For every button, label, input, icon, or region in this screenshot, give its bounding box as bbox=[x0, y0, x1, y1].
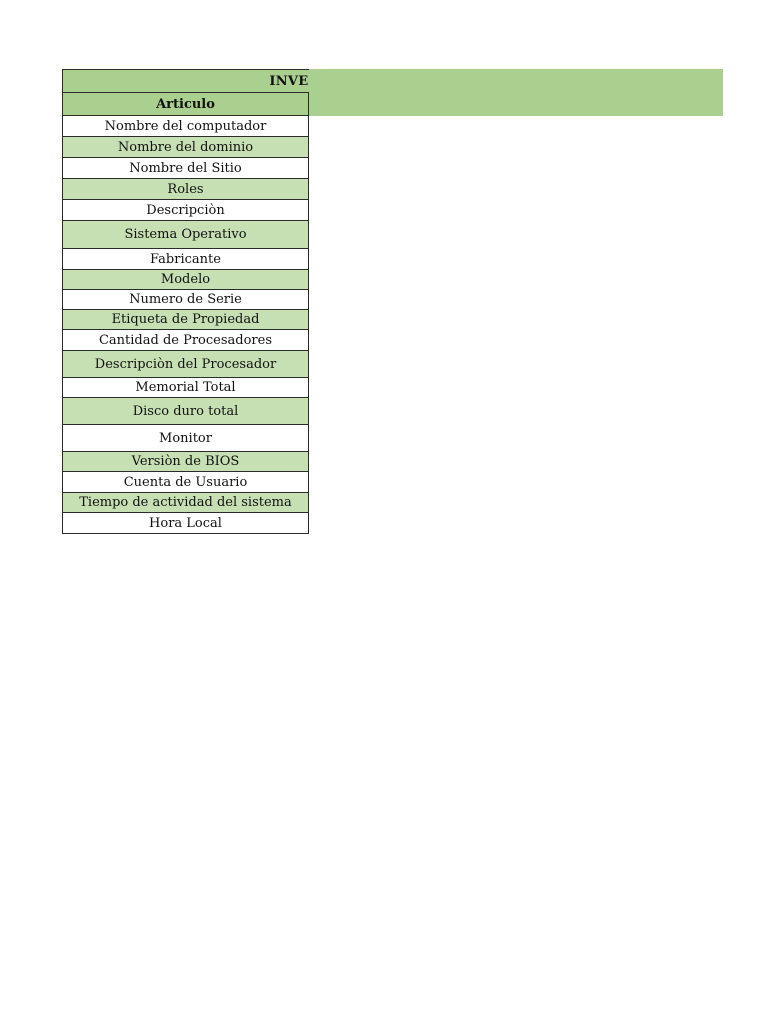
articulo-cell[interactable]: Descripciòn bbox=[63, 200, 309, 221]
table-row bbox=[63, 310, 309, 330]
table-row bbox=[63, 378, 309, 398]
articulo-cell[interactable]: Disco duro total bbox=[63, 398, 309, 425]
table-row bbox=[63, 249, 309, 270]
articulo-cell[interactable]: Tiempo de actividad del sistema bbox=[63, 493, 309, 513]
articulo-cell[interactable]: Etiqueta de Propiedad bbox=[63, 310, 309, 330]
table-row bbox=[63, 116, 309, 137]
articulo-cell[interactable]: Roles bbox=[63, 179, 309, 200]
table-row bbox=[63, 221, 309, 249]
articulo-cell[interactable]: Descripciòn del Procesador bbox=[63, 351, 309, 378]
table-row bbox=[63, 330, 309, 351]
table-row bbox=[63, 270, 309, 290]
table-row bbox=[63, 452, 309, 472]
header-row bbox=[63, 93, 309, 116]
articulo-cell[interactable]: Nombre del computador bbox=[63, 116, 309, 137]
articulo-cell[interactable]: Fabricante bbox=[63, 249, 309, 270]
articulo-cell[interactable]: Nombre del dominio bbox=[63, 137, 309, 158]
articulo-cell[interactable]: Memorial Total bbox=[63, 378, 309, 398]
table-row bbox=[63, 158, 309, 179]
table-row bbox=[63, 290, 309, 310]
articulo-cell[interactable]: Nombre del Sitio bbox=[63, 158, 309, 179]
articulo-cell[interactable]: Hora Local bbox=[63, 513, 309, 534]
inventory-table bbox=[62, 69, 309, 534]
articulo-cell[interactable]: Sistema Operativo bbox=[63, 221, 309, 249]
table-row bbox=[63, 493, 309, 513]
articulo-cell[interactable]: Monitor bbox=[63, 425, 309, 452]
sheet-title: INVE bbox=[269, 73, 309, 89]
table-row bbox=[63, 513, 309, 534]
table-row bbox=[63, 179, 309, 200]
table-row bbox=[63, 137, 309, 158]
articulo-cell[interactable]: Numero de Serie bbox=[63, 290, 309, 310]
title-band-fill bbox=[309, 69, 723, 116]
table-row bbox=[63, 351, 309, 378]
title-row bbox=[63, 70, 309, 93]
column-header-articulo: Articulo bbox=[63, 93, 309, 116]
title-cell bbox=[63, 70, 309, 93]
articulo-cell[interactable]: Modelo bbox=[63, 270, 309, 290]
articulo-cell[interactable]: Cuenta de Usuario bbox=[63, 472, 309, 493]
table-row bbox=[63, 425, 309, 452]
table-row bbox=[63, 398, 309, 425]
articulo-cell[interactable]: Cantidad de Procesadores bbox=[63, 330, 309, 351]
articulo-cell[interactable]: Versiòn de BIOS bbox=[63, 452, 309, 472]
table-row bbox=[63, 472, 309, 493]
table-row bbox=[63, 200, 309, 221]
